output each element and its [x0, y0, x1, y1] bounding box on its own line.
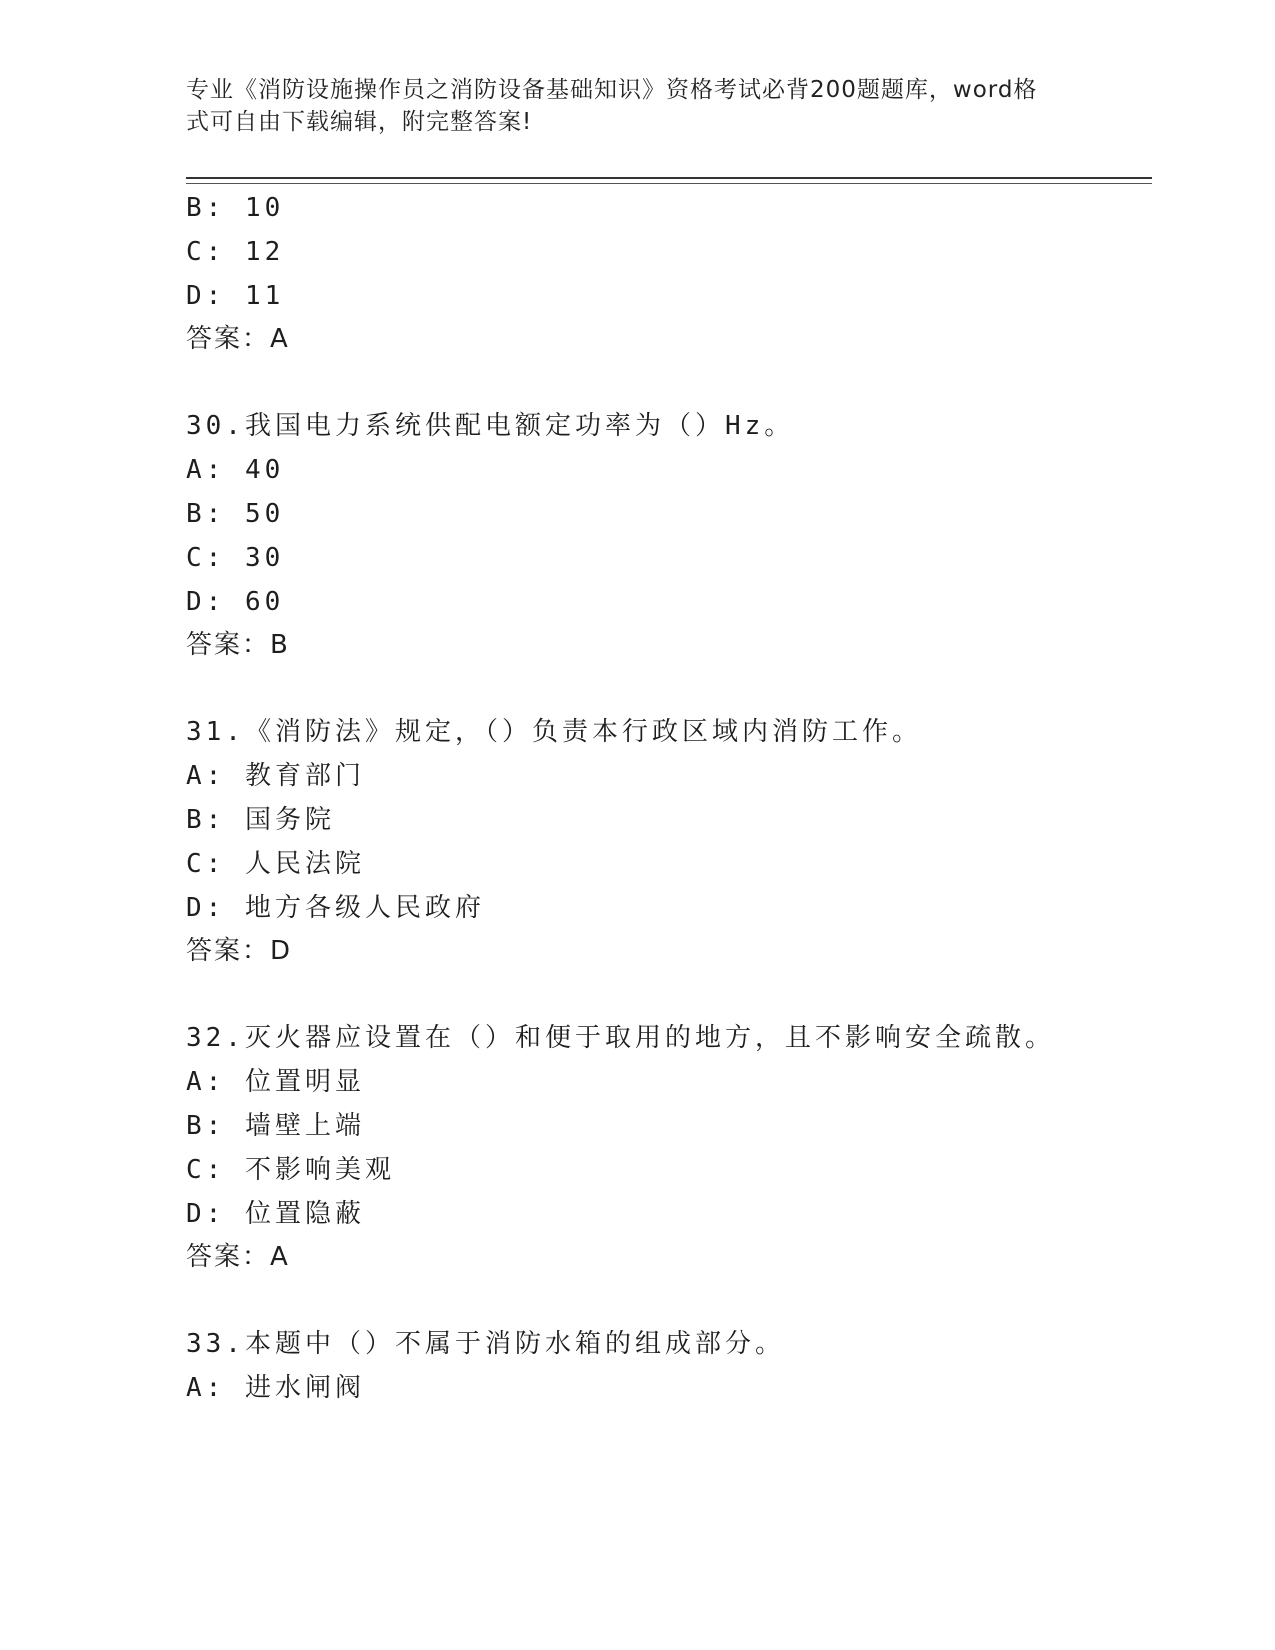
- header-line-2: 式可自由下载编辑，附完整答案!: [186, 109, 533, 135]
- answer: 答案：D: [186, 936, 293, 966]
- option-d: D: 11: [186, 281, 285, 311]
- option-d: D: 位置隐蔽: [186, 1199, 365, 1229]
- option-b: B: 10: [186, 193, 285, 223]
- option-a: A: 40: [186, 455, 285, 485]
- header-rule-thin: [186, 183, 1152, 184]
- option-a: A: 进水闸阀: [186, 1373, 365, 1403]
- header-rule-thick: [186, 177, 1152, 179]
- option-c: C: 人民法院: [186, 849, 365, 879]
- option-a: A: 位置明显: [186, 1067, 365, 1097]
- question-stem: 32.灭火器应设置在（）和便于取用的地方，且不影响安全疏散。: [186, 1023, 1055, 1053]
- option-c: C: 30: [186, 543, 285, 573]
- option-d: D: 地方各级人民政府: [186, 893, 485, 923]
- document-header: [186, 74, 1066, 138]
- question-stem: 33.本题中（）不属于消防水箱的组成部分。: [186, 1329, 785, 1359]
- question-stem: 31.《消防法》规定，（）负责本行政区域内消防工作。: [186, 717, 922, 747]
- answer: 答案：A: [186, 324, 290, 354]
- header-line-1: 专业《消防设施操作员之消防设备基础知识》资格考试必背200题题库，word格: [186, 77, 1038, 103]
- option-d: D: 60: [186, 587, 285, 617]
- option-b: B: 50: [186, 499, 285, 529]
- option-b: B: 墙壁上端: [186, 1111, 365, 1141]
- option-a: A: 教育部门: [186, 761, 365, 791]
- option-b: B: 国务院: [186, 805, 335, 835]
- option-c: C: 不影响美观: [186, 1155, 395, 1185]
- question-stem: 30.我国电力系统供配电额定功率为（）Hz。: [186, 411, 795, 441]
- answer: 答案：A: [186, 1242, 290, 1272]
- option-c: C: 12: [186, 237, 285, 267]
- answer: 答案：B: [186, 630, 290, 660]
